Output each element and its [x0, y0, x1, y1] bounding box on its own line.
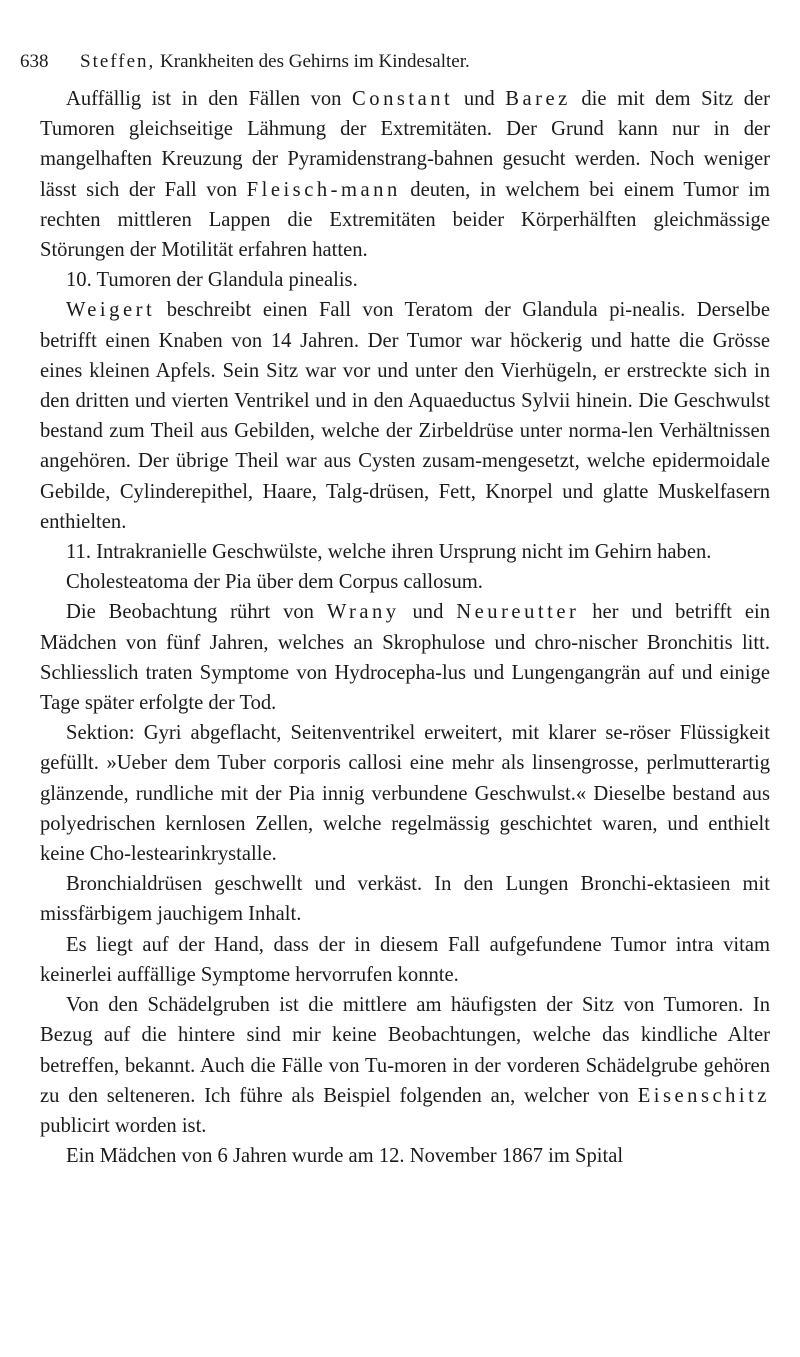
text-segment: Auffällig ist in den Fällen von	[66, 88, 353, 110]
text-segment: Cholesteatoma der Pia über dem Corpus callosum.	[66, 571, 483, 594]
author-name: Eisenschitz	[637, 1084, 770, 1107]
text-segment: deuten, in welchem bei einem Tumor im rechten mittleren Lappen die Extremitäten beider Körperhälften gleichmässige Störungen der Motilität erfahren hatten.	[40, 178, 770, 262]
running-header	[20, 50, 770, 74]
text-segment: und	[399, 601, 457, 624]
text-segment: Sektion: Gyri abgeflacht, Seitenventrikel erweitert, mit klarer se-röser Flüssigkeit gefüllt. »Ueber dem Tuber corporis callosi eine mehr als linsengrosse, perlmutterartig glänzende, rundliche mit der Pia innig verbundene Geschwulst.« Dieselbe bestand aus polyedrischen kernlosen Zellen, welche regelmässig geschichtet waren, und enthielt keine Cho-lestearinkrystalle.	[40, 722, 770, 866]
author-name: Constant	[352, 88, 454, 110]
paragraph-p10	[40, 990, 770, 1141]
text-segment: her und betrifft ein Mädchen von fünf Jahren, welches an Skrophulose und chro-nischer Bronchitis litt. Schliesslich traten Symptome von Hydrocepha-lus und Lungengangrän auf und einige Tage später erfolgte der Tod.	[40, 601, 771, 715]
text-segment: Die Beobachtung rührt von	[66, 601, 327, 624]
paragraph-p6	[40, 597, 770, 718]
text-segment: 11. Intrakranielle Geschwülste, welche ihren Ursprung nicht im Gehirn haben.	[66, 541, 712, 564]
paragraph-p11	[40, 1141, 770, 1171]
paragraph-p1	[40, 84, 770, 265]
author-name: Neureutter	[456, 601, 580, 624]
running-author: Steffen,	[80, 51, 156, 72]
author-name: Wrany	[326, 601, 400, 624]
text-segment: Von den Schädelgruben ist die mittlere am häufigsten der Sitz von Tumoren. In Bezug auf die hintere sind mir keine Beobachtungen, welche das kindliche Alter betreffen, bekannt. Auch die Fälle von Tu-moren in der vorderen Schädelgrube gehören zu den selteneren. Ich führe als Beispiel folgenden an, welcher von	[40, 994, 770, 1107]
paragraph-p3	[40, 295, 770, 537]
running-title	[80, 50, 470, 74]
body-text	[40, 84, 770, 1171]
text-segment: publicirt worden ist.	[40, 1114, 207, 1137]
running-title-text: Krankheiten des Gehirns im Kindesalter.	[160, 51, 470, 72]
author-name: Weigert	[66, 299, 156, 322]
author-name: Barez	[505, 88, 571, 110]
paragraph-p2	[40, 265, 770, 295]
text-segment: und	[453, 88, 506, 110]
paragraph-p9	[40, 930, 770, 990]
author-name: Fleisch-mann	[246, 178, 401, 201]
paragraph-p4	[40, 537, 770, 567]
text-segment: die mit dem Sitz der Tumoren gleichseitige Lähmung der Extremitäten. Der Grund kann nur in der mangelhaften Kreuzung der Pyramidenstrang-bahnen gesucht werden. Noch weniger lässt sich der Fall von	[40, 88, 771, 201]
text-segment: beschreibt einen Fall von Teratom der Glandula pi-nealis. Derselbe betrifft einen Knaben von 14 Jahren. Der Tumor war höckerig und hatte die Grösse eines kleinen Apfels. Sein Sitz war vor und unter den Vierhügeln, er erstreckte sich in den dritten und vierten Ventrikel und in den Aquaeductus Sylvii hinein. Die Geschwulst bestand zum Theil aus Gebilden, welche der Zirbeldrüse unter norma-len Verhältnissen angehören. Der übrige Theil war aus Cysten zusam-mengesetzt, welche epidermoidale Gebilde, Cylinderepithel, Haare, Talg-drüsen, Fett, Knorpel und glatte Muskelfasern enthielten.	[40, 299, 770, 533]
text-segment: Es liegt auf der Hand, dass der in diesem Fall aufgefundene Tumor intra vitam keinerlei auffällige Symptome hervorrufen konnte.	[40, 933, 770, 986]
paragraph-p8	[40, 869, 770, 929]
page-number: 638	[20, 51, 49, 72]
paragraph-p5	[40, 567, 770, 597]
text-segment: Bronchialdrüsen geschwellt und verkäst. In den Lungen Bronchi-ektasieen mit missfärbigem jauchigem Inhalt.	[40, 873, 770, 926]
text-segment: 10. Tumoren der Glandula pinealis.	[66, 269, 358, 292]
text-segment: Ein Mädchen von 6 Jahren wurde am 12. November 1867 im Spital	[66, 1145, 624, 1168]
paragraph-p7	[40, 718, 770, 869]
